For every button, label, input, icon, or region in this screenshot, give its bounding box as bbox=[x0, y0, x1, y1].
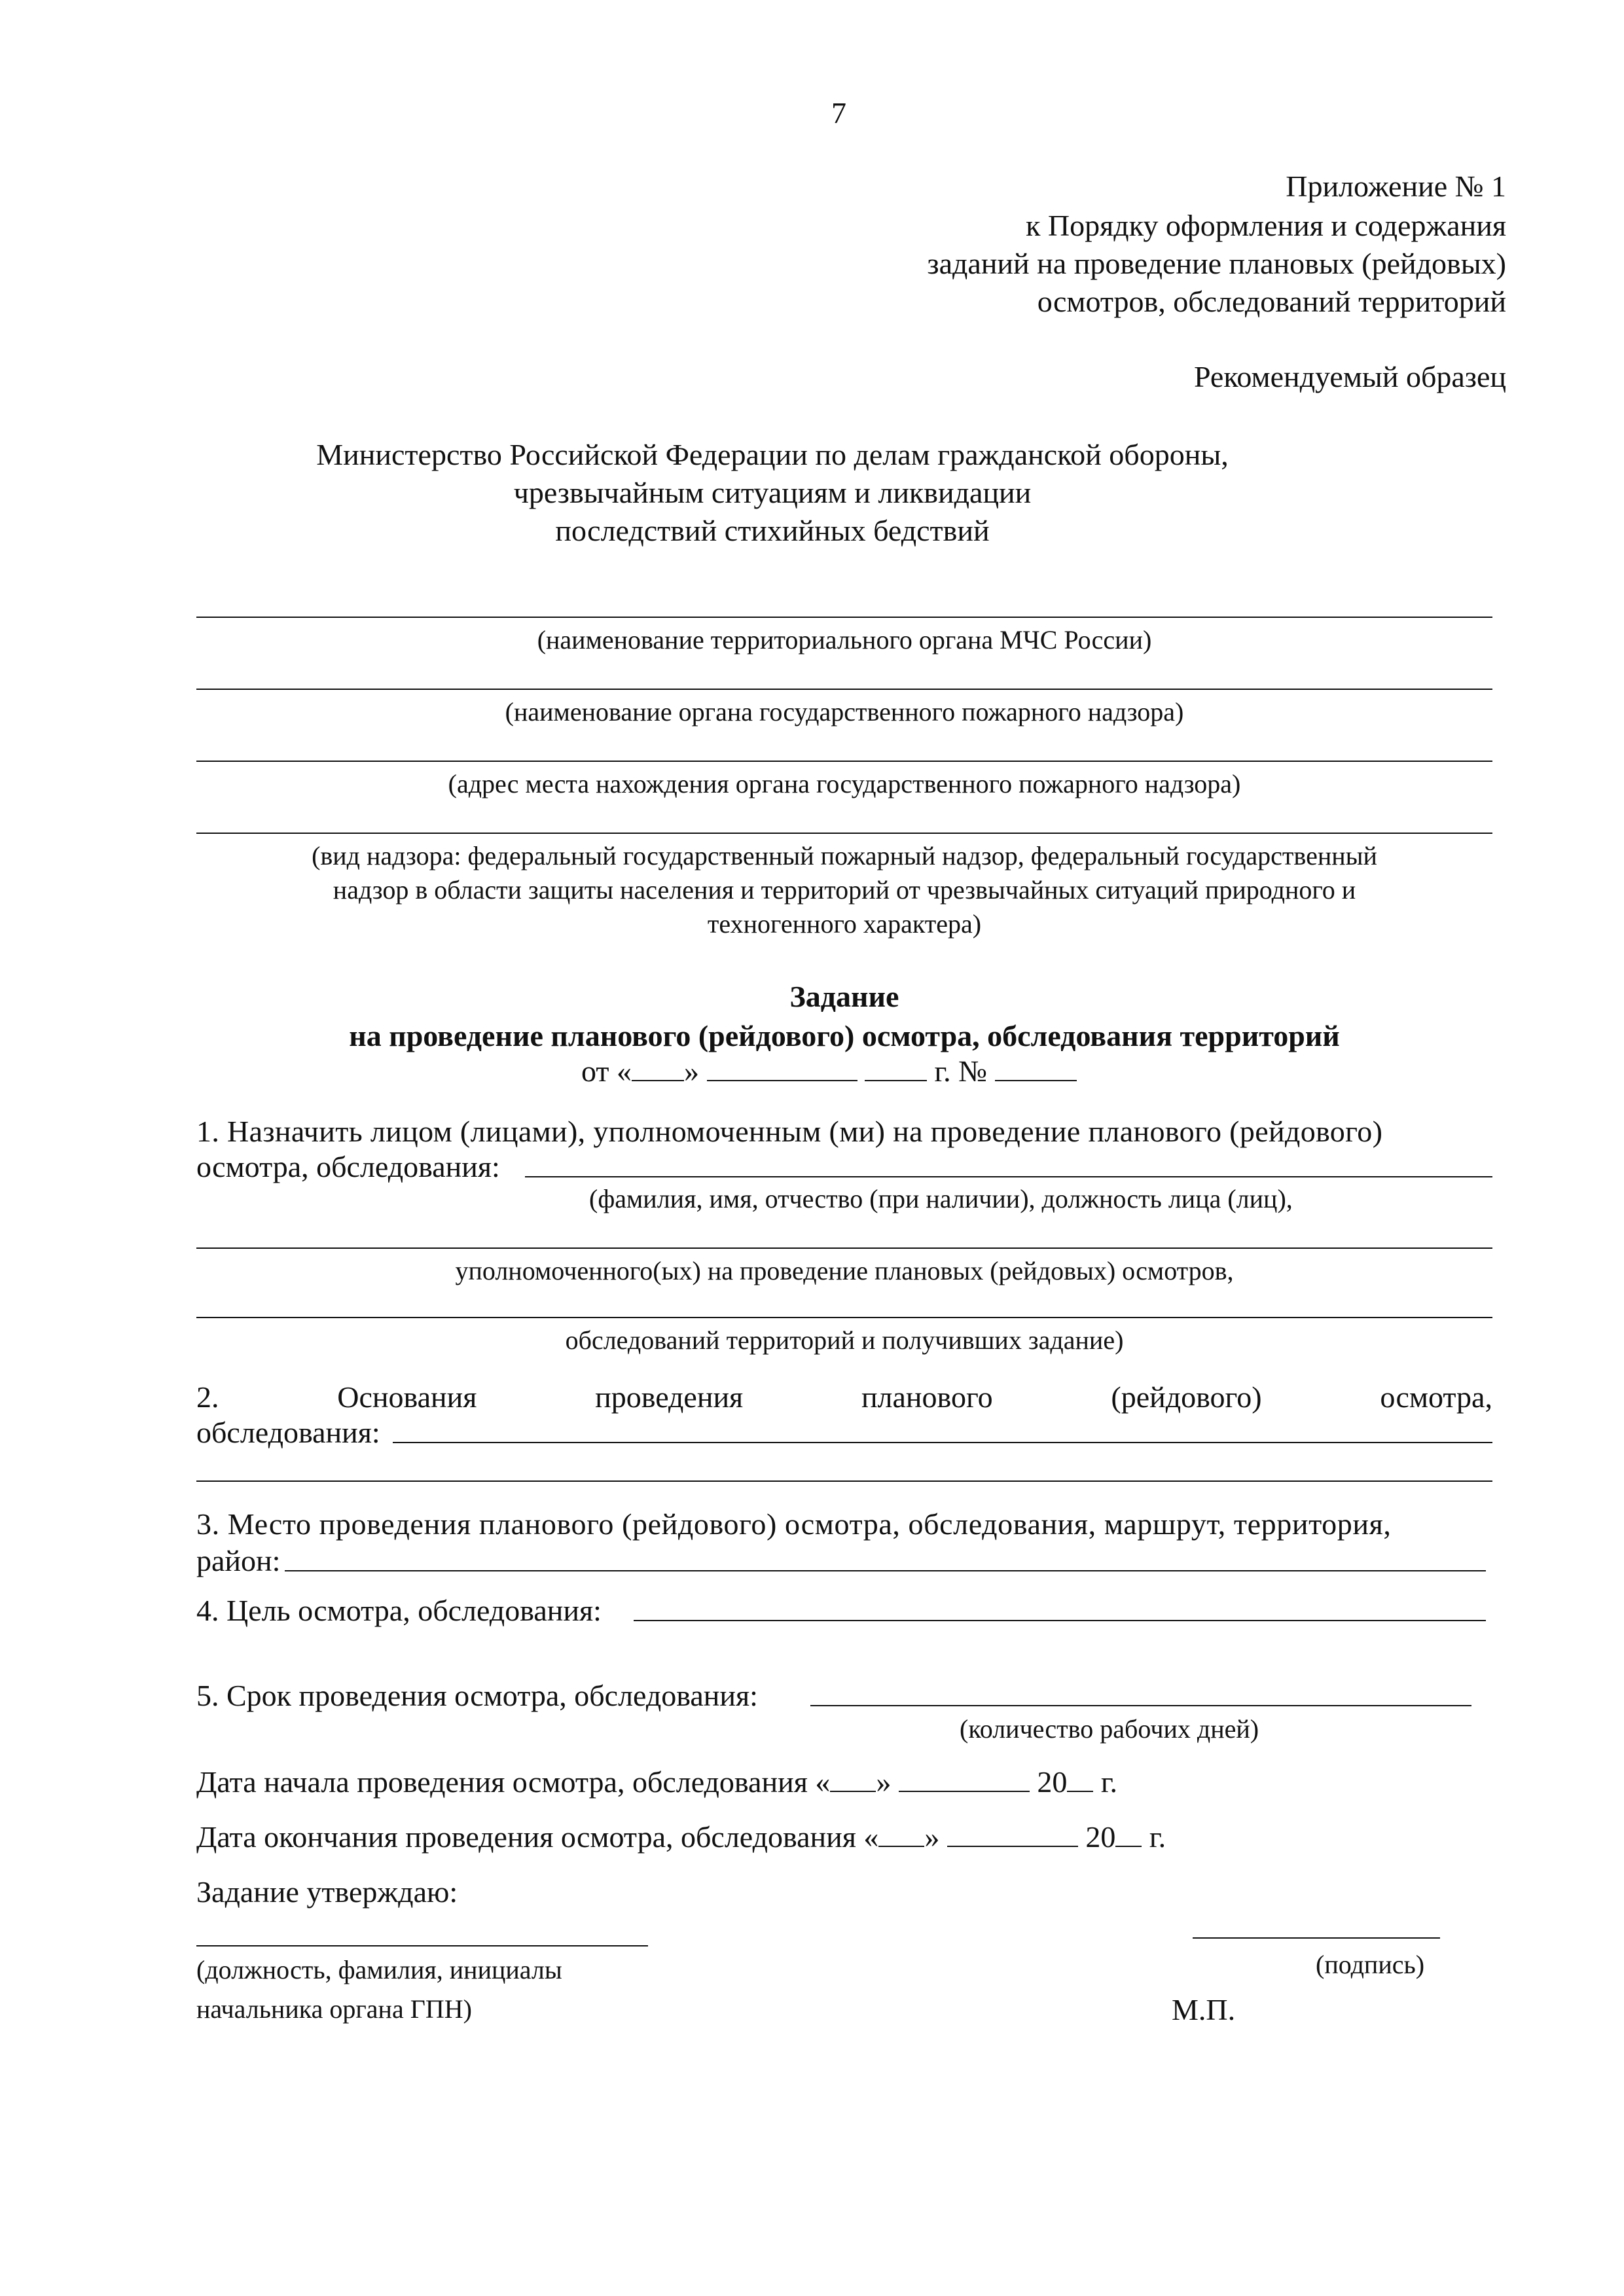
end-date-year-suffix: г. bbox=[1149, 1820, 1166, 1854]
territorial-body-caption: (наименование территориального органа МЧС России) bbox=[537, 625, 1152, 655]
section-1-line-1: 1. Назначить лицом (лицами), уполномоченным (ми) на проведение планового (рейдового) bbox=[196, 1115, 1383, 1148]
approver-caption-2: начальника органа ГПН) bbox=[196, 1994, 472, 2024]
section-1-caption-2: уполномоченного(ых) на проведение плановых (рейдовых) осмотров, bbox=[455, 1256, 1234, 1285]
end-date-quote-close: » bbox=[924, 1820, 940, 1854]
section-1-line-2-label: осмотра, обследования: bbox=[196, 1150, 500, 1183]
appendix-line-4: осмотров, обследований территорий bbox=[1037, 285, 1506, 318]
signature-field[interactable] bbox=[1193, 1937, 1440, 1939]
grounds-field-2[interactable] bbox=[196, 1480, 1492, 1482]
start-date-year-suffix: г. bbox=[1100, 1765, 1118, 1799]
location-field[interactable] bbox=[285, 1570, 1486, 1571]
section-2-word: осмотра, bbox=[1380, 1380, 1492, 1414]
appendix-line-2: к Порядку оформления и содержания bbox=[1026, 209, 1506, 242]
end-date-line bbox=[196, 1822, 1166, 1852]
section-5-label: 5. Срок проведения осмотра, обследования: bbox=[196, 1679, 758, 1712]
date-year-suffix: г. № bbox=[934, 1054, 988, 1088]
document-title: Задание bbox=[789, 980, 899, 1013]
grounds-field[interactable] bbox=[393, 1442, 1492, 1443]
supervision-type-field[interactable] bbox=[196, 833, 1492, 834]
section-2-word: Основания bbox=[337, 1380, 477, 1414]
section-2-word: (рейдового) bbox=[1111, 1380, 1262, 1414]
section-4-label: 4. Цель осмотра, обследования: bbox=[196, 1594, 602, 1627]
gpn-name-field[interactable] bbox=[196, 689, 1492, 690]
start-date-day-field[interactable] bbox=[830, 1767, 876, 1792]
ministry-line-1: Министерство Российской Федерации по делам гражданской обороны, bbox=[316, 438, 1229, 471]
gpn-address-field[interactable] bbox=[196, 761, 1492, 762]
responsible-person-field-3[interactable] bbox=[196, 1317, 1492, 1318]
signature-caption: (подпись) bbox=[1316, 1950, 1425, 1979]
date-year-field[interactable] bbox=[865, 1056, 927, 1081]
section-2-word: 2. bbox=[196, 1380, 219, 1414]
supervision-caption-line-2: надзор в области защиты населения и территорий от чрезвычайных ситуаций природного и bbox=[333, 875, 1356, 905]
duration-field[interactable] bbox=[810, 1705, 1471, 1706]
start-date-label: Дата начала проведения осмотра, обследования « bbox=[196, 1765, 831, 1799]
ministry-line-2: чрезвычайным ситуациям и ликвидации bbox=[513, 476, 1032, 509]
page-number: 7 bbox=[831, 96, 846, 130]
date-prefix: от « bbox=[581, 1054, 632, 1088]
section-1-caption-1: (фамилия, имя, отчество (при наличии), должность лица (лиц), bbox=[589, 1184, 1293, 1213]
approve-label: Задание утверждаю: bbox=[196, 1875, 458, 1909]
ministry-line-3: последствий стихийных бедствий bbox=[555, 514, 990, 547]
date-quote-close: » bbox=[684, 1054, 699, 1088]
supervision-caption-line-3: техногенного характера) bbox=[707, 909, 982, 939]
appendix-line-1: Приложение № 1 bbox=[1286, 170, 1506, 203]
date-day-field[interactable] bbox=[632, 1056, 684, 1081]
document-subtitle: на проведение планового (рейдового) осмотра, обследования территорий bbox=[349, 1019, 1340, 1052]
section-2-line-1 bbox=[196, 1382, 1492, 1412]
supervision-caption-line-1: (вид надзора: федеральный государственный пожарный надзор, федеральный государственный bbox=[312, 841, 1377, 870]
approver-caption-1: (должность, фамилия, инициалы bbox=[196, 1955, 562, 1984]
section-5-caption: (количество рабочих дней) bbox=[960, 1714, 1259, 1744]
end-date-month-field[interactable] bbox=[947, 1822, 1078, 1847]
territorial-body-field[interactable] bbox=[196, 617, 1492, 618]
appendix-line-3: заданий на проведение плановых (рейдовых) bbox=[927, 247, 1506, 280]
date-month-field[interactable] bbox=[707, 1056, 857, 1081]
start-date-month-field[interactable] bbox=[899, 1767, 1030, 1792]
approver-position-field[interactable] bbox=[196, 1945, 648, 1946]
gpn-name-caption: (наименование органа государственного пожарного надзора) bbox=[505, 697, 1184, 726]
responsible-person-field-2[interactable] bbox=[196, 1247, 1492, 1249]
section-2-word: планового bbox=[861, 1380, 993, 1414]
section-2-word: проведения bbox=[595, 1380, 744, 1414]
recommended-sample: Рекомендуемый образец bbox=[1193, 360, 1506, 393]
purpose-field[interactable] bbox=[634, 1620, 1486, 1621]
section-1-caption-3: обследований территорий и получивших задание) bbox=[565, 1325, 1124, 1355]
document-date-line bbox=[581, 1056, 1077, 1086]
document-number-field[interactable] bbox=[995, 1056, 1077, 1081]
end-date-year-field[interactable] bbox=[1115, 1822, 1142, 1847]
end-date-year: 20 bbox=[1085, 1820, 1116, 1854]
start-date-line bbox=[196, 1767, 1117, 1797]
end-date-day-field[interactable] bbox=[878, 1822, 924, 1847]
start-date-year: 20 bbox=[1037, 1765, 1068, 1799]
stamp-label: М.П. bbox=[1172, 1993, 1236, 2026]
start-date-year-field[interactable] bbox=[1067, 1767, 1093, 1792]
start-date-quote-close: » bbox=[876, 1765, 892, 1799]
responsible-person-field[interactable] bbox=[525, 1176, 1492, 1177]
section-3-line-1: 3. Место проведения планового (рейдового) осмотра, обследования, маршрут, территория, bbox=[196, 1507, 1392, 1541]
section-3-line-2-label: район: bbox=[196, 1544, 281, 1577]
end-date-label: Дата окончания проведения осмотра, обследования « bbox=[196, 1820, 879, 1854]
section-2-line-2-label: обследования: bbox=[196, 1416, 380, 1449]
gpn-address-caption: (адрес места нахождения органа государственного пожарного надзора) bbox=[448, 769, 1241, 798]
